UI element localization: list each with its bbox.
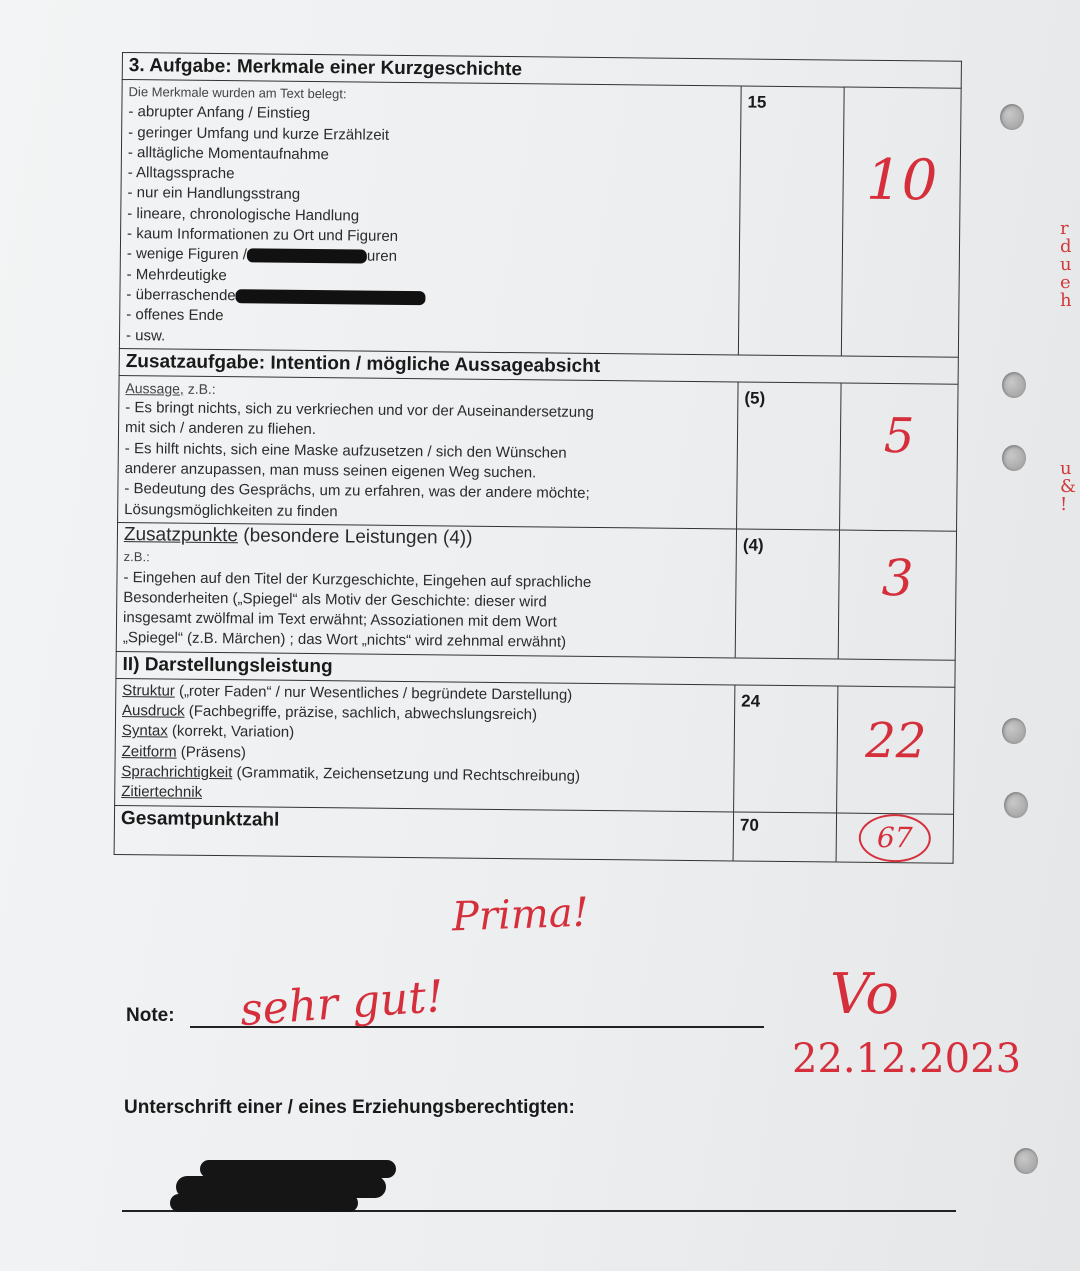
list-item: - Alltagssprache [127,164,235,183]
list-item: - nur ein Handlungsstrang [127,184,301,204]
presentation-score [837,686,955,814]
task3-score [841,87,961,357]
text-line: - Es hilft nichts, sich eine Maske aufzusetzen / sich den Wünschen [124,439,567,462]
bonus-max-points: (4) [735,529,839,659]
text-line: - Bedeutung des Gesprächs, um zu erfahren, was der andere möchte; [124,480,590,503]
presentation-score-value: 22 [864,712,927,770]
signature-label: Unterschrift einer / eines Erziehungsberechtigten: [124,1097,575,1118]
bonus-title-rest: (besondere Leistungen (4)) [237,525,473,549]
extra-task-lead-rest: z.B.: [183,380,216,397]
total-score-circle [859,813,931,862]
list-item-text: uren [366,247,398,266]
grading-table [114,52,962,863]
total-score [836,813,954,863]
total-label: Gesamtpunktzahl [114,805,733,860]
text-line: Besonderheiten („Spiegel“ als Motiv der Geschichte: dieser wird [123,588,547,611]
presentation-title: II) Darstellungsleistung [116,651,955,687]
criterion-name: Struktur [122,681,175,700]
margin-marks: r d u e h [1060,218,1072,311]
list-item: - lineare, chronologische Handlung [127,204,360,225]
extra-task-score-value: 5 [883,407,915,465]
list-item: - alltägliche Momentaufnahme [127,143,329,164]
criterion-name: Zeitform [121,742,177,761]
total-score-value: 67 [876,820,913,854]
total-max-points: 70 [733,811,837,861]
text-line: - Eingehen auf den Titel der Kurzgeschichte, Eingehen auf sprachliche [123,568,592,591]
date: 22.12.2023 [792,1036,1022,1082]
list-item: - abrupter Anfang / Einstieg [128,103,311,123]
redaction-mark [247,249,367,264]
text-line: Lösungsmöglichkeiten zu finden [124,500,338,520]
list-item: - offenes Ende [126,306,224,325]
task3-criteria [119,80,741,355]
bonus-lead: z.B.: [123,549,150,565]
criterion-detail: (Grammatik, Zeichensetzung und Rechtschreibung) [232,764,581,785]
criterion-name: Sprachrichtigkeit [121,762,233,782]
task3-intro: Die Merkmale wurden am Text belegt: [128,84,347,102]
extra-task-score [840,383,959,531]
list-item: - geringer Umfang und kurze Erzählzeit [128,123,390,144]
list-item: - kaum Informationen zu Ort und Figuren [127,225,399,245]
criterion-name: Zitiertechnik [121,783,203,802]
punch-hole [1000,104,1024,130]
extra-task-title: Zusatzaufgabe: Intention / mögliche Aussageabsicht [119,348,958,384]
redaction-mark [236,289,426,305]
punch-hole [1004,792,1028,818]
bonus-score [838,530,956,660]
task3-title: 3. Aufgabe: Merkmale einer Kurzgeschichte [122,53,961,89]
list-item-text: - überraschende [126,286,236,305]
extra-task-lead-underlined: Aussage, [125,379,184,397]
criterion-name: Syntax [121,722,168,740]
criterion-detail: (Fachbegriffe, präzise, sachlich, abwechslungsreich) [184,702,538,724]
criterion-detail: (Präsens) [176,743,246,761]
text-line: insgesamt zwölfmal im Text erwähnt; Assoziationen mit dem Wort [122,609,557,631]
margin-marks: u & ! [1060,458,1077,515]
punch-hole [1002,445,1026,471]
bonus-score-value: 3 [881,548,914,608]
punch-hole [1002,372,1026,398]
text-line: anderer anzupassen, man muss seinen eigenen Weg suchen. [124,460,537,482]
task3-score-value: 10 [865,147,938,214]
criterion-detail: („roter Faden“ / nur Wesentliches / begründete Darstellung) [174,682,573,704]
text-line: „Spiegel“ (z.B. Märchen) ; das Wort „nichts“ wird zehnmal erwähnt) [122,629,567,652]
teacher-initials: Vo [830,962,900,1027]
grade-value: sehr gut! [238,970,446,1037]
grade-label: Note: [126,1005,175,1026]
signature-redaction [170,1194,358,1212]
presentation-max-points: 24 [734,685,838,813]
punch-hole [1002,718,1026,744]
criterion-name: Ausdruck [122,702,185,720]
bonus-title-underlined: Zusatzpunkte [123,523,239,547]
task3-max-points: 15 [738,86,844,356]
extra-task-criteria [118,375,739,529]
bonus-criteria [116,522,736,657]
text-line: mit sich / anderen zu fliehen. [124,419,317,439]
presentation-criteria [115,678,735,811]
list-item-text: - Mehrdeutigke [126,265,227,284]
extra-task-max-points: (5) [737,382,842,530]
list-item: - usw. [125,326,166,345]
text-line: - Es bringt nichts, sich zu verkriechen und vor der Auseinandersetzung [125,399,594,422]
criterion-detail: (korrekt, Variation) [167,722,295,742]
teacher-comment: Prima! [451,889,590,941]
list-item-text: - wenige Figuren / [126,245,248,264]
punch-hole [1014,1148,1038,1174]
